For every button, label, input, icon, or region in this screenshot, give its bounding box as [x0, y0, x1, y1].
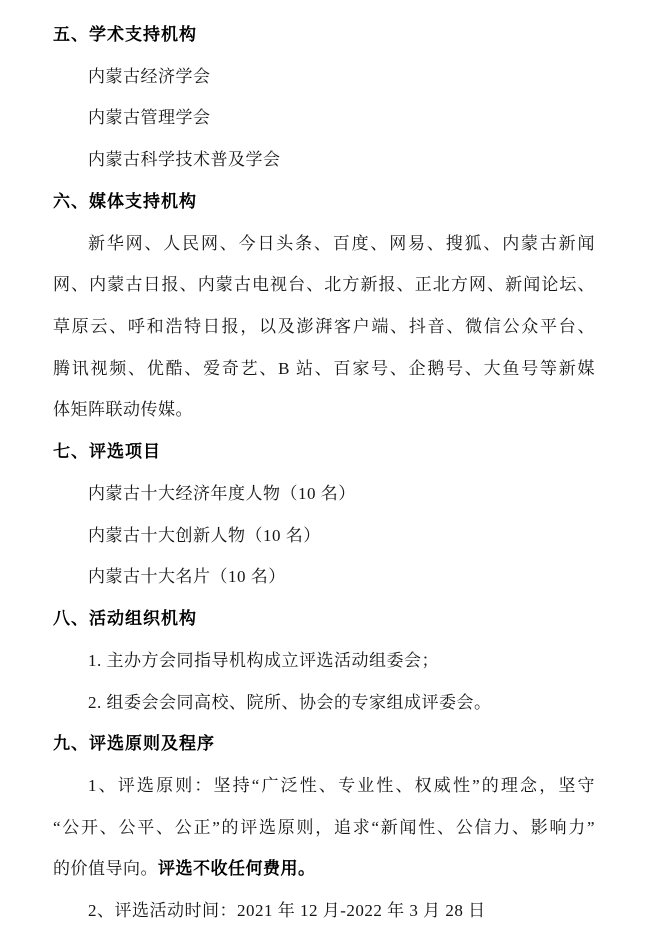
schedule-line: 2、评选活动时间：2021 年 12 月-2022 年 3 月 28 日: [88, 901, 486, 921]
media-paragraph-line: 草原云、呼和浩特日报，以及澎湃客户端、抖音、微信公众平台、: [53, 317, 595, 337]
media-paragraph-line: 新华网、人民网、今日头条、百度、网易、搜狐、内蒙古新闻: [88, 233, 595, 253]
project-item: 内蒙古十大创新人物（10 名）: [88, 525, 321, 545]
media-paragraph-line: 网、内蒙古日报、内蒙古电视台、北方新报、正北方网、新闻论坛、: [53, 275, 595, 295]
section-heading-media-support: 六、媒体支持机构: [53, 191, 197, 211]
organization-step-item: 2. 组委会会同高校、院所、协会的专家组成评委会。: [88, 692, 492, 712]
section-heading-principles: 九、评选原则及程序: [53, 734, 215, 754]
media-paragraph-line: 体矩阵联动传媒。: [53, 400, 193, 420]
principles-paragraph-line: [53, 848, 595, 890]
section-heading-selection-projects: 七、评选项目: [53, 442, 161, 462]
project-item: 内蒙古十大名片（10 名）: [88, 567, 286, 587]
principles-paragraph-line: “公开、公平、公正”的评选原则，追求“新闻性、公信力、影响力”: [53, 817, 595, 837]
academic-org-item: 内蒙古管理学会: [88, 108, 211, 128]
principles-paragraph-line: 1、评选原则：坚持“广泛性、专业性、权威性”的理念，坚守: [88, 775, 595, 795]
document-body: [53, 14, 595, 932]
project-item: 内蒙古十大经济年度人物（10 名）: [88, 483, 356, 503]
section-heading-academic-support: 五、学术支持机构: [53, 25, 197, 44]
no-fee-bold-text: 评选不收任何费用。: [158, 859, 316, 879]
principles-paragraph-text: 的价值导向。: [53, 859, 158, 879]
section-heading-organization: 八、活动组织机构: [53, 609, 197, 629]
organization-step-item: 1. 主办方会同指导机构成立评选活动组委会；: [88, 650, 439, 670]
media-paragraph-line: 腾讯视频、优酷、爱奇艺、B 站、百家号、企鹅号、大鱼号等新媒: [53, 358, 595, 378]
academic-org-item: 内蒙古科学技术普及学会: [88, 150, 281, 170]
academic-org-item: 内蒙古经济学会: [88, 66, 211, 86]
